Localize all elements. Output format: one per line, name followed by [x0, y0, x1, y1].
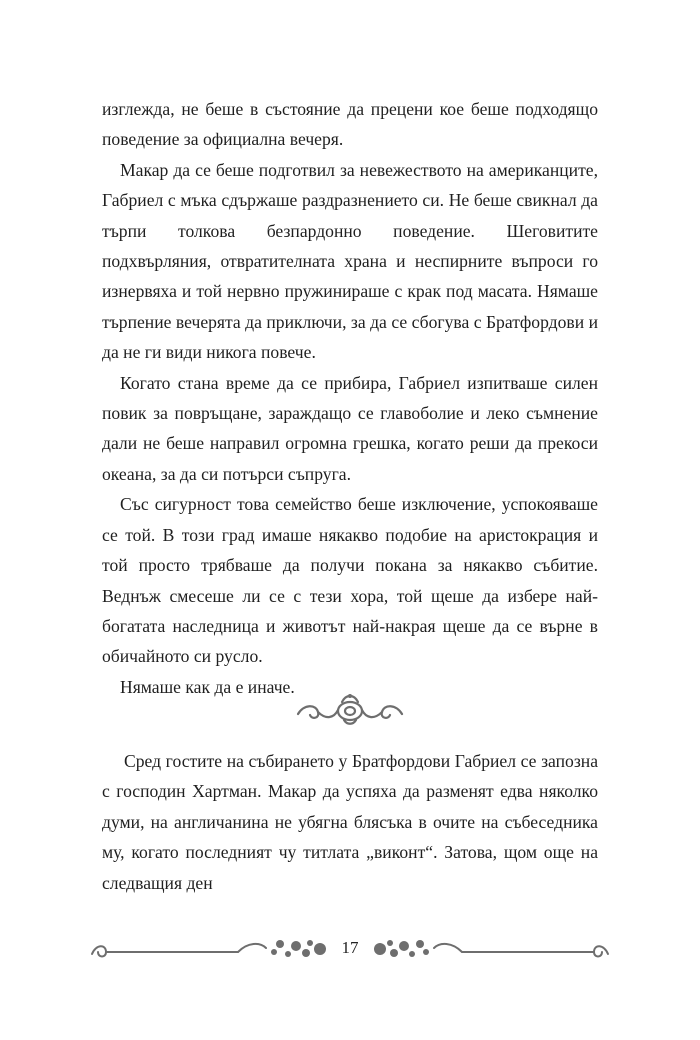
second-text-block: [102, 746, 598, 898]
paragraph-continuation: изглежда, не беше в състояние да прецени кое беше подходящо поведение за официална вечеря.: [102, 99, 598, 150]
paragraph: Когато стана време да се прибира, Габриел изпитваше силен повик за повръщане, зараждащо се главоболие и леко съмнение дали не беше направил огромна грешка, когато реши да прекоси океана, за да си потърси съпруга.: [102, 372, 598, 484]
paragraph: Със сигурност това семейство беше изключение, успокояваше се той. В този град имаше някакво подобие на аристокрация и той просто трябваше да получи покана за някакво събитие. Веднъж смесеше ли се с тези хора, той щеше да избере най-богатата наследница и животът най-накрая щеше да се върне в обичайното си русло.: [102, 494, 598, 667]
paragraph: Сред гостите на събирането у Братфордови Габриел се запозна с господин Хартман. Макар да успяха да разменят едва няколко думи, на англичанина не убягна блясъка в очите на събеседника му, когато последният чу титлата „виконт“. Затова, щом още на следващия ден: [102, 751, 598, 893]
page-number: 17: [341, 938, 359, 957]
main-text-block: [102, 94, 598, 702]
paragraph: Нямаше как да е иначе.: [120, 676, 295, 697]
section-divider-ornament-icon: [290, 690, 410, 730]
paragraph: Макар да се беше подготвил за невежеството на американците, Габриел с мъка сдържаше раздразнението си. Не беше свикнал да търпи толкова безпардонно поведение. Шеговитите подхвърляния, отвратителната храна и неспирните въпроси го изнервяха и той нервно пружинираше с крак под масата. Нямаше търпение вечерята да приключи, за да се сбогува с Братфордови и да не ги види никога повече.: [102, 159, 598, 363]
